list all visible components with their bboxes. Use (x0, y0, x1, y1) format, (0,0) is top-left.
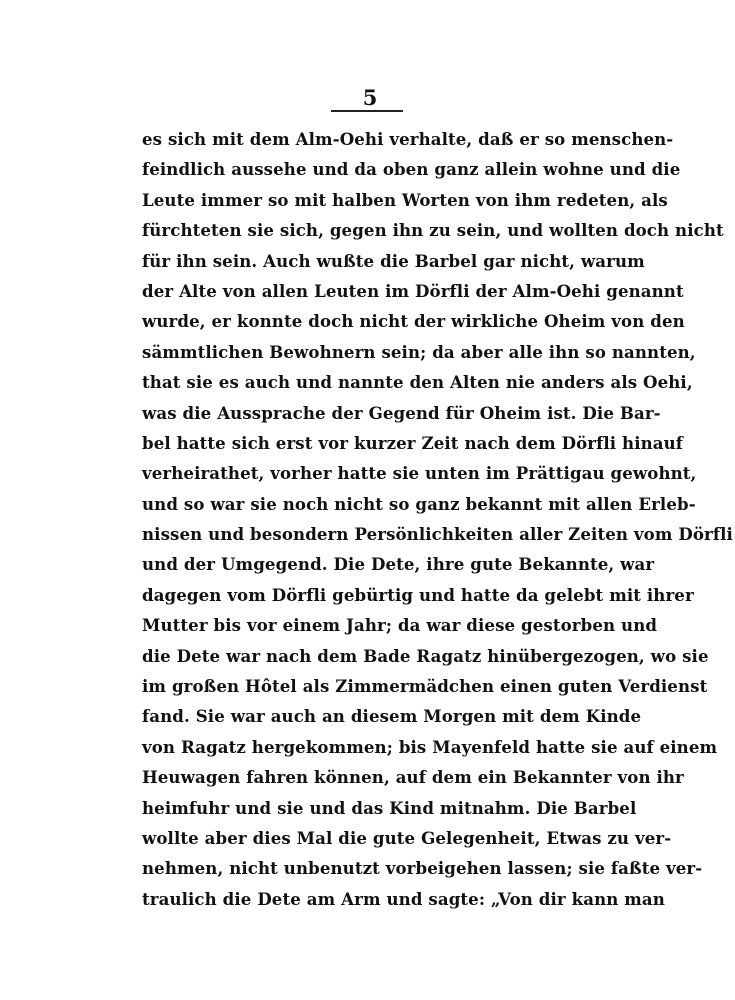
text-line: und so war sie noch nicht so ganz bekannt mit allen Erleb- (142, 493, 696, 514)
text-line: that sie es auch und nannte den Alten nie anders als Oehi, (142, 372, 693, 393)
text-line: für ihn sein. Auch wußte die Barbel gar nicht, warum (142, 250, 645, 271)
text-line: feindlich aussehe und da oben ganz allein wohne und die (142, 159, 681, 180)
text-line: dagegen vom Dörfli gebürtig und hatte da gelebt mit ihrer (142, 584, 694, 605)
text-line: wollte aber dies Mal die gute Gelegenheit, Etwas zu ver- (142, 827, 672, 848)
body-text (142, 124, 733, 914)
text-line: was die Aussprache der Gegend für Oheim ist. Die Bar- (142, 402, 661, 423)
text-line: fürchteten sie sich, gegen ihn zu sein, und wollten doch nicht (142, 220, 724, 241)
text-line: sämmtlichen Bewohnern sein; da aber alle ihn so nannten, (142, 341, 696, 362)
text-line: heimfuhr und sie und das Kind mitnahm. Die Barbel (142, 797, 637, 818)
text-line: und der Umgegend. Die Dete, ihre gute Bekannte, war (142, 554, 655, 575)
text-line: Leute immer so mit halben Worten von ihm redeten, als (142, 189, 668, 210)
text-line: wurde, er konnte doch nicht der wirkliche Oheim von den (142, 311, 685, 332)
text-line: Mutter bis vor einem Jahr; da war diese gestorben und (142, 615, 658, 636)
text-line: es sich mit dem Alm-Oehi verhalte, daß er so menschen- (142, 129, 674, 149)
text-line: Heuwagen fahren können, auf dem ein Bekannter von ihr (142, 767, 684, 788)
text-line: verheirathet, vorher hatte sie unten im Prättigau gewohnt, (142, 463, 697, 484)
text-line: im großen Hôtel als Zimmermädchen einen guten Verdienst (142, 676, 708, 697)
page-number: 5 (362, 85, 378, 110)
text-line: die Dete war nach dem Bade Ragatz hinübergezogen, wo sie (142, 645, 709, 666)
text-line: nissen und besondern Persönlichkeiten aller Zeiten vom Dörfli (142, 524, 733, 545)
text-line: fand. Sie war auch an diesem Morgen mit dem Kinde (142, 706, 642, 727)
text-line: bel hatte sich erst vor kurzer Zeit nach dem Dörfli hinauf (142, 432, 684, 453)
text-line: von Ragatz hergekommen; bis Mayenfeld hatte sie auf einem (142, 736, 718, 757)
text-line: nehmen, nicht unbenutzt vorbeigehen lassen; sie faßte ver- (142, 858, 703, 879)
text-line: traulich die Dete am Arm und sagte: „Von dir kann man (142, 888, 665, 909)
text-line: der Alte von allen Leuten im Dörfli der Alm-Oehi genannt (142, 280, 684, 301)
header-rule (331, 110, 403, 112)
